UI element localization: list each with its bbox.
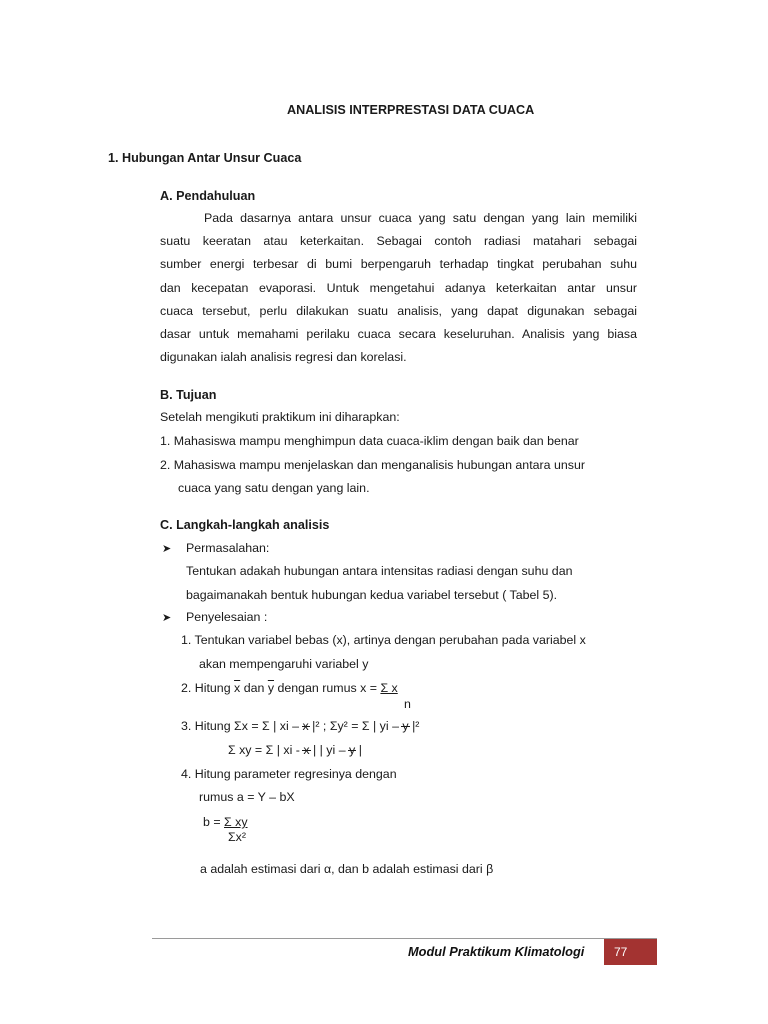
mean-formula-numerator: Σ x bbox=[380, 681, 398, 695]
bullet-arrow-icon: ➤ bbox=[162, 612, 172, 624]
footer-divider bbox=[152, 938, 657, 939]
footer-title: Modul Praktikum Klimatologi bbox=[408, 944, 585, 959]
objective-item-2-cont: cuaca yang satu dengan yang lain. bbox=[178, 481, 370, 495]
paragraph-line: dan kecepatan evaporasi. Untuk mengetahui adanya keterkaitan antar unsur bbox=[160, 280, 637, 295]
problem-text-line: Tentukan adakah hubungan antara intensitas radiasi dengan suhu dan bbox=[186, 564, 573, 578]
bullet-arrow-icon: ➤ bbox=[162, 543, 172, 555]
paragraph-line: suatu keeratan atau keterkaitan. Sebagai contoh radiasi matahari sebagai bbox=[160, 234, 637, 249]
section-heading-a: A. Pendahuluan bbox=[160, 189, 256, 203]
solution-label: Penyelesaian : bbox=[186, 610, 268, 624]
step-4-formula-a: rumus a = Y – bX bbox=[199, 790, 295, 804]
problem-label: Permasalahan: bbox=[186, 541, 270, 555]
section-heading-b: B. Tujuan bbox=[160, 388, 217, 402]
x-mean: x bbox=[303, 743, 310, 757]
formula-b-denominator: Σx² bbox=[228, 830, 246, 844]
paragraph-line: sumber energi terbesar di bumi berpengaruh terhadap tingkat perubahan suhu bbox=[160, 257, 637, 272]
objective-intro: Setelah mengikuti praktikum ini diharapkan: bbox=[160, 410, 400, 424]
intro-paragraph bbox=[160, 207, 637, 369]
objective-item-2: 2. Mahasiswa mampu menjelaskan dan menganalisis hubungan antara unsur bbox=[160, 458, 585, 472]
step-3: 3. Hitung Σx = Σ | xi – x |² ; Σy² = Σ | yi – y |² bbox=[181, 719, 420, 733]
section-heading-c: C. Langkah-langkah analisis bbox=[160, 518, 330, 532]
step-1: 1. Tentukan variabel bebas (x), artinya dengan perubahan pada variabel x bbox=[181, 633, 586, 647]
step-4: 4. Hitung parameter regresinya dengan bbox=[181, 767, 397, 781]
formula-b-numerator: Σ xy bbox=[224, 815, 248, 829]
y-mean: y bbox=[402, 719, 409, 733]
page-title: ANALISIS INTERPRESTASI DATA CUACA bbox=[287, 103, 535, 117]
problem-text-line: bagaimanakah bentuk hubungan kedua variabel tersebut ( Tabel 5). bbox=[186, 588, 558, 602]
y-mean: y bbox=[349, 743, 356, 757]
formula-b: b = Σ xy bbox=[203, 815, 248, 829]
paragraph-line: digunakan ialah analisis regresi dan korelasi. bbox=[160, 350, 407, 365]
mean-formula-denominator: n bbox=[404, 697, 411, 711]
step-2: 2. Hitung $\overline{x}$ dan $\overline{y}$ dengan rumus x = Σ x bbox=[181, 681, 398, 695]
objective-item-1: 1. Mahasiswa mampu menghimpun data cuaca-iklim dengan baik dan benar bbox=[160, 434, 579, 448]
paragraph-line: dasar untuk memahami perilaku cuaca secara keseluruhan. Analisis yang biasa bbox=[160, 327, 637, 342]
paragraph-line: Pada dasarnya antara unsur cuaca yang satu dengan yang lain memiliki bbox=[204, 211, 637, 225]
y-bar: $\overline{y}$ bbox=[267, 681, 275, 695]
section-heading-1: 1. Hubungan Antar Unsur Cuaca bbox=[108, 151, 302, 165]
estimate-note: a adalah estimasi dari α, dan b adalah estimasi dari β bbox=[200, 862, 494, 876]
x-mean: x bbox=[302, 719, 309, 733]
step-3-sxy: Σ xy = Σ | xi - x | | yi – y | bbox=[228, 743, 362, 757]
x-bar: $\overline{x}$ bbox=[234, 681, 241, 695]
paragraph-line: cuaca tersebut, perlu dilakukan suatu analisis, yang dapat digunakan sebagai bbox=[160, 303, 637, 318]
step-1-cont: akan mempengaruhi variabel y bbox=[199, 657, 369, 671]
page-number-badge: 77 bbox=[604, 939, 657, 965]
